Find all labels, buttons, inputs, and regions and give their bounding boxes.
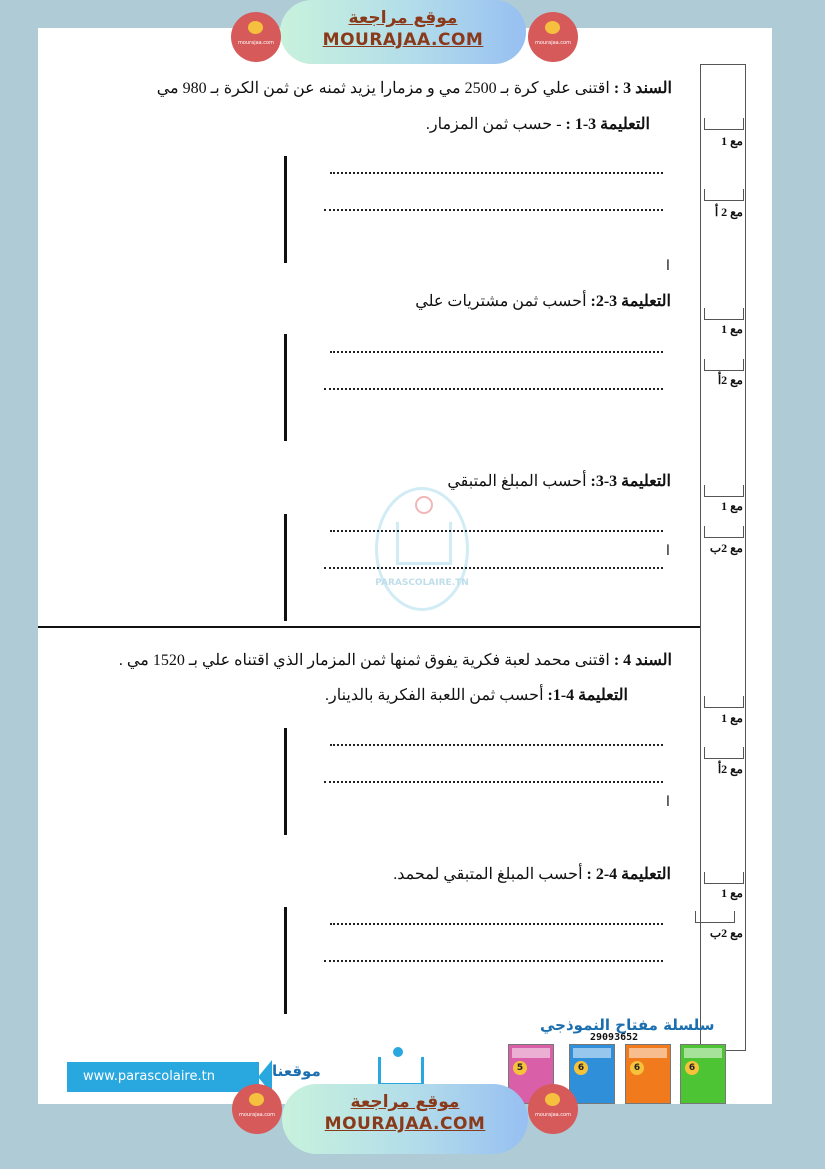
instruction-3-2-label: التعليمة 3-2:	[590, 293, 671, 310]
instruction-4-1-text: أحسب ثمن اللعبة الفكرية بالدينار.	[324, 687, 544, 704]
sanad-3	[157, 78, 672, 98]
score-box[interactable]	[695, 911, 735, 923]
instruction-3-1	[426, 114, 650, 134]
sanad-3-text: اقتنى علي كرة بـ 2500 مي و مزمارا يزيد ثمنه عن ثمن الكرة بـ 980 مي	[156, 80, 610, 97]
logo-icon	[545, 21, 560, 34]
website-link[interactable]: www.parascolaire.tn	[67, 1062, 259, 1092]
score-box[interactable]	[704, 526, 744, 538]
answer-margin-bar	[284, 334, 287, 441]
brand-english: MOURAJAA.COM	[322, 30, 484, 50]
answer-margin-bar	[284, 728, 287, 835]
parascolaire-watermark	[375, 487, 469, 611]
answer-line[interactable]	[324, 960, 663, 962]
score-box[interactable]	[704, 118, 744, 130]
answer-line[interactable]	[330, 923, 663, 925]
book-cover[interactable]: 6	[680, 1044, 726, 1104]
answer-line[interactable]	[330, 351, 663, 353]
sanad-4	[119, 650, 672, 670]
book-cover[interactable]: 5	[508, 1044, 554, 1104]
sanad-4-text: اقتنى محمد لعبة فكرية يفوق ثمنها ثمن المزمار الذي اقتناه علي بـ 1520 مي .	[118, 652, 610, 669]
logo-icon	[249, 1093, 264, 1106]
score-box[interactable]	[704, 308, 744, 320]
answer-mark: ا	[666, 259, 670, 274]
brand-arabic: موقع مراجعة	[350, 1092, 460, 1112]
instruction-4-2-label: التعليمة 4-2 :	[586, 866, 671, 883]
watermark-text: PARASCOLAIRE.TN	[375, 578, 469, 588]
footer-brand-pill[interactable]	[282, 1084, 528, 1154]
instruction-3-1-label: التعليمة 3-1 :	[565, 116, 650, 133]
answer-line[interactable]	[324, 388, 663, 390]
score-box[interactable]	[704, 696, 744, 708]
book-cover[interactable]: 6	[569, 1044, 615, 1104]
section-divider	[38, 626, 700, 628]
score-box[interactable]	[704, 747, 744, 759]
instruction-3-2	[415, 291, 671, 311]
emblem-icon	[415, 496, 433, 514]
series-phone: 29093652	[590, 1032, 639, 1043]
answer-line[interactable]	[324, 567, 663, 569]
mourajaa-logo-badge-left-footer[interactable]	[232, 1084, 282, 1134]
instruction-3-3-label: التعليمة 3-3:	[590, 473, 671, 490]
answer-mark: ا	[666, 795, 670, 810]
open-book-icon	[396, 522, 452, 565]
badge-caption: mourajaa.com	[237, 40, 274, 46]
answer-line[interactable]	[324, 209, 663, 211]
sanad-4-label: السند 4 :	[613, 652, 672, 669]
instruction-4-2	[393, 864, 671, 884]
answer-margin-bar	[284, 514, 287, 621]
mourajaa-logo-badge-right[interactable]	[528, 12, 578, 62]
badge-caption: mourajaa.com	[534, 40, 571, 46]
answer-margin-bar	[284, 907, 287, 1014]
score-box[interactable]	[704, 189, 744, 201]
mourajaa-logo-badge-right-footer[interactable]	[528, 1084, 578, 1134]
grading-column: مع 1 مع 2 أ مع 1 مع 2أ مع 1 مع 2ب مع 1 مع 2أ مع 1 مع 2ب	[700, 64, 746, 1051]
series-title: سلسلة مفتاح النموذجي	[540, 1016, 715, 1034]
instruction-4-2-text: أحسب المبلغ المتبقي لمحمد.	[393, 866, 583, 883]
score-box[interactable]	[704, 359, 744, 371]
instruction-4-1	[325, 685, 628, 705]
logo-icon	[545, 1093, 560, 1106]
score-box[interactable]	[704, 872, 744, 884]
brand-arabic: موقع مراجعة	[348, 8, 458, 28]
answer-mark: ا	[666, 544, 670, 559]
mourajaa-logo-badge-left[interactable]	[231, 12, 281, 62]
answer-line[interactable]	[330, 744, 663, 746]
answer-line[interactable]	[324, 781, 663, 783]
our-site-label[interactable]: موقعنا	[272, 1062, 321, 1080]
score-box[interactable]	[704, 485, 744, 497]
answer-line[interactable]	[330, 172, 663, 174]
instruction-4-1-label: التعليمة 4-1:	[547, 687, 628, 704]
instruction-3-3-text: أحسب المبلغ المتبقي	[447, 473, 587, 490]
book-cover[interactable]: 6	[625, 1044, 671, 1104]
instruction-3-1-text: - حسب ثمن المزمار.	[425, 116, 562, 133]
badge-caption: mourajaa.com	[238, 1112, 275, 1118]
answer-margin-bar	[284, 156, 287, 263]
sanad-3-label: السند 3 :	[613, 80, 672, 97]
answer-line[interactable]	[330, 530, 663, 532]
header-brand-pill[interactable]	[280, 0, 526, 64]
instruction-3-3	[447, 471, 671, 491]
brand-english: MOURAJAA.COM	[324, 1114, 486, 1134]
instruction-3-2-text: أحسب ثمن مشتريات علي	[415, 293, 587, 310]
parascolaire-logo-icon	[378, 1045, 420, 1085]
logo-icon	[248, 21, 263, 34]
badge-caption: mourajaa.com	[534, 1112, 571, 1118]
